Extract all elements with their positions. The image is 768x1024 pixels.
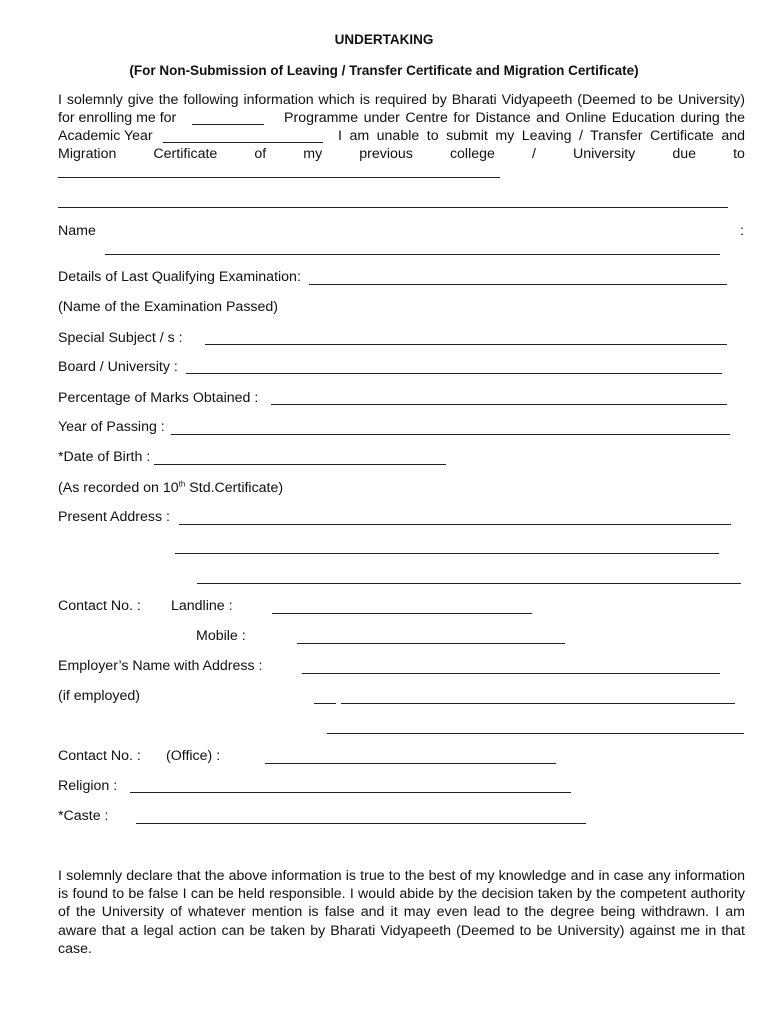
special-subject-field[interactable] [205, 344, 727, 345]
form-subtitle: (For Non-Submission of Leaving / Transfer Certificate and Migration Certificate) [129, 63, 639, 78]
intro-word: / [531, 146, 536, 162]
address-field-3[interactable] [197, 583, 741, 584]
mobile-label: Mobile : [196, 628, 246, 644]
intro-line-4 [58, 146, 745, 163]
employer-field-2b[interactable] [341, 703, 735, 704]
dob-note-text-end: Std.Certificate) [185, 480, 284, 496]
board-label: Board / University : [58, 359, 178, 375]
caste-label: *Caste : [58, 808, 109, 824]
dob-note-sup: th [178, 479, 186, 489]
academic-year-blank[interactable] [163, 142, 323, 143]
form-title: UNDERTAKING [334, 32, 434, 47]
if-employed-note: (if employed) [58, 688, 141, 704]
address-field-1[interactable] [179, 524, 731, 525]
intro-word: Certificate [153, 146, 218, 162]
intro-line-3b: I am unable to submit my Leaving / Transfer Certificate and [338, 128, 745, 144]
intro-word: Migration [58, 146, 117, 162]
employer-field-3[interactable] [327, 733, 744, 734]
employer-field-2a[interactable] [314, 703, 336, 704]
exam-name-note: (Name of the Examination Passed) [58, 299, 279, 315]
address-label: Present Address : [58, 509, 170, 525]
reason-blank-2[interactable] [58, 207, 728, 208]
religion-label: Religion : [58, 778, 118, 794]
caste-field[interactable] [136, 823, 586, 824]
landline-label: Landline : [171, 598, 233, 614]
declaration-paragraph: I solemnly declare that the above information is true to the best of my knowledge and in case any information is found to be false I can be held responsible. I would abide by the decision taken by the competent authority of the University of whatever mention is false and it may even lead to the degree being withdrawn. I am aware that a legal action can be taken by Bharati Vidyapeeth (Deemed to be University) against me in that case. [58, 868, 745, 957]
intro-line-3a: Academic Year [58, 128, 153, 144]
mobile-field[interactable] [297, 643, 565, 644]
contact-office-label: Contact No. : [58, 748, 141, 764]
name-label: Name [58, 223, 96, 239]
year-passing-field[interactable] [171, 434, 730, 435]
office-label: (Office) : [166, 748, 221, 764]
intro-word: due [672, 146, 697, 162]
intro-word: college [449, 146, 495, 162]
dob-note-text: (As recorded on 10 [58, 480, 179, 496]
last-exam-label: Details of Last Qualifying Examination: [58, 269, 301, 285]
employer-label: Employer’s Name with Address : [58, 658, 263, 674]
year-passing-label: Year of Passing : [58, 419, 165, 435]
name-field[interactable] [105, 254, 720, 255]
address-field-2[interactable] [175, 553, 719, 554]
special-subject-label: Special Subject / s : [58, 330, 183, 346]
intro-line-2b: Programme under Centre for Distance and Online Education during the [284, 110, 745, 126]
percentage-label: Percentage of Marks Obtained : [58, 390, 259, 406]
intro-line-2a: for enrolling me for [58, 110, 177, 126]
programme-blank[interactable] [192, 124, 264, 125]
religion-field[interactable] [130, 792, 571, 793]
last-exam-field[interactable] [309, 284, 727, 285]
dob-note [58, 480, 283, 497]
contact-label: Contact No. : [58, 598, 141, 614]
intro-word: to [733, 146, 745, 162]
dob-label: *Date of Birth : [58, 449, 151, 465]
reason-blank-1[interactable] [58, 177, 500, 178]
intro-line-1: I solemnly give the following information which is required by Bharati Vidyapeeth (Deemed to be University) [58, 92, 745, 108]
intro-word: previous [359, 146, 413, 162]
intro-word: University [573, 146, 636, 162]
name-colon: : [740, 223, 744, 239]
board-field[interactable] [186, 373, 722, 374]
landline-field[interactable] [272, 613, 532, 614]
percentage-field[interactable] [271, 404, 727, 405]
employer-field-1[interactable] [302, 673, 720, 674]
office-contact-field[interactable] [265, 763, 556, 764]
intro-word: my [303, 146, 323, 162]
intro-word: of [254, 146, 267, 162]
dob-field[interactable] [154, 464, 446, 465]
